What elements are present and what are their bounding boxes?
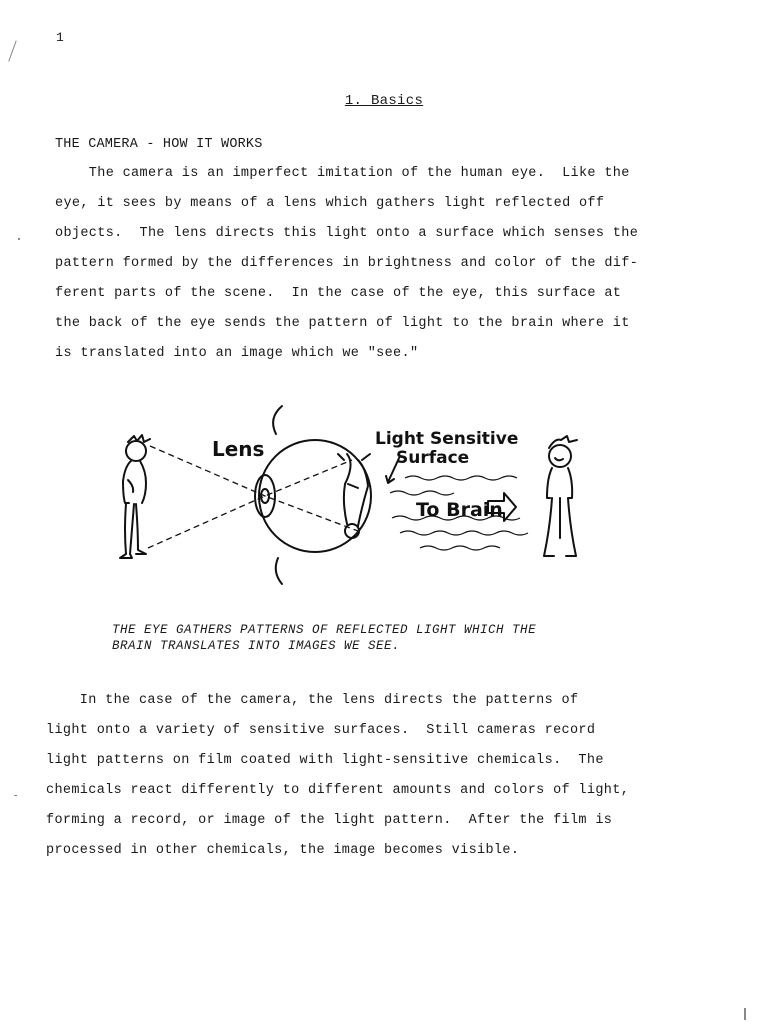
inverted-image-figure: [338, 454, 370, 538]
signal-wave: [400, 531, 528, 535]
caption-line: THE EYE GATHERS PATTERNS OF REFLECTED LIGHT WHICH THE: [112, 623, 537, 637]
scan-speck: [744, 1008, 746, 1020]
paragraph-line: pattern formed by the differences in brightness and color of the dif-: [55, 256, 639, 271]
paragraph-line: chemicals react differently to different amounts and colors of light,: [46, 783, 630, 798]
surface-label-line-1: Light Sensitive: [375, 429, 519, 449]
paragraph-line: The camera is an imperfect imitation of the human eye. Like the: [55, 166, 630, 181]
scan-speck: [8, 40, 16, 61]
paragraph-line: light onto a variety of sensitive surfaces. Still cameras record: [46, 723, 596, 738]
paragraph-line: processed in other chemicals, the image becomes visible.: [46, 843, 520, 858]
light-ray-bottom: [148, 460, 352, 548]
paragraph-line: objects. The lens directs this light onto a surface which senses the: [55, 226, 639, 241]
viewer-figure-right: [544, 436, 577, 556]
brain-label: To Brain: [416, 499, 503, 521]
paragraph-line: In the case of the camera, the lens directs the patterns of: [46, 693, 579, 708]
paragraph-line: ferent parts of the scene. In the case of the eye, this surface at: [55, 286, 622, 301]
signal-wave: [405, 476, 517, 480]
caption-line: BRAIN TRANSLATES INTO IMAGES WE SEE.: [112, 639, 401, 653]
paragraph-line: the back of the eye sends the pattern of light to the brain where it: [55, 316, 630, 331]
eyelid-upper: [273, 406, 282, 434]
eye-diagram: [100, 398, 600, 593]
paragraph-line: is translated into an image which we "see.": [55, 346, 419, 361]
lens-label: Lens: [212, 437, 265, 461]
subheading: THE CAMERA - HOW IT WORKS: [55, 137, 263, 152]
section-heading: 1. Basics: [344, 93, 424, 109]
paragraph-line: forming a record, or image of the light pattern. After the film is: [46, 813, 613, 828]
signal-wave: [420, 546, 500, 550]
scan-speck: [18, 238, 20, 240]
surface-label-line-2: Surface: [396, 448, 470, 468]
viewer-figure-left: [120, 435, 150, 558]
figure-caption: [112, 622, 632, 654]
paragraph-line: eye, it sees by means of a lens which gathers light reflected off: [55, 196, 605, 211]
signal-wave: [390, 491, 454, 495]
page-number: 1: [56, 30, 64, 45]
scan-speck: [14, 795, 17, 796]
eyelid-lower: [276, 558, 282, 584]
paragraph-line: light patterns on film coated with light-sensitive chemicals. The: [46, 753, 604, 768]
